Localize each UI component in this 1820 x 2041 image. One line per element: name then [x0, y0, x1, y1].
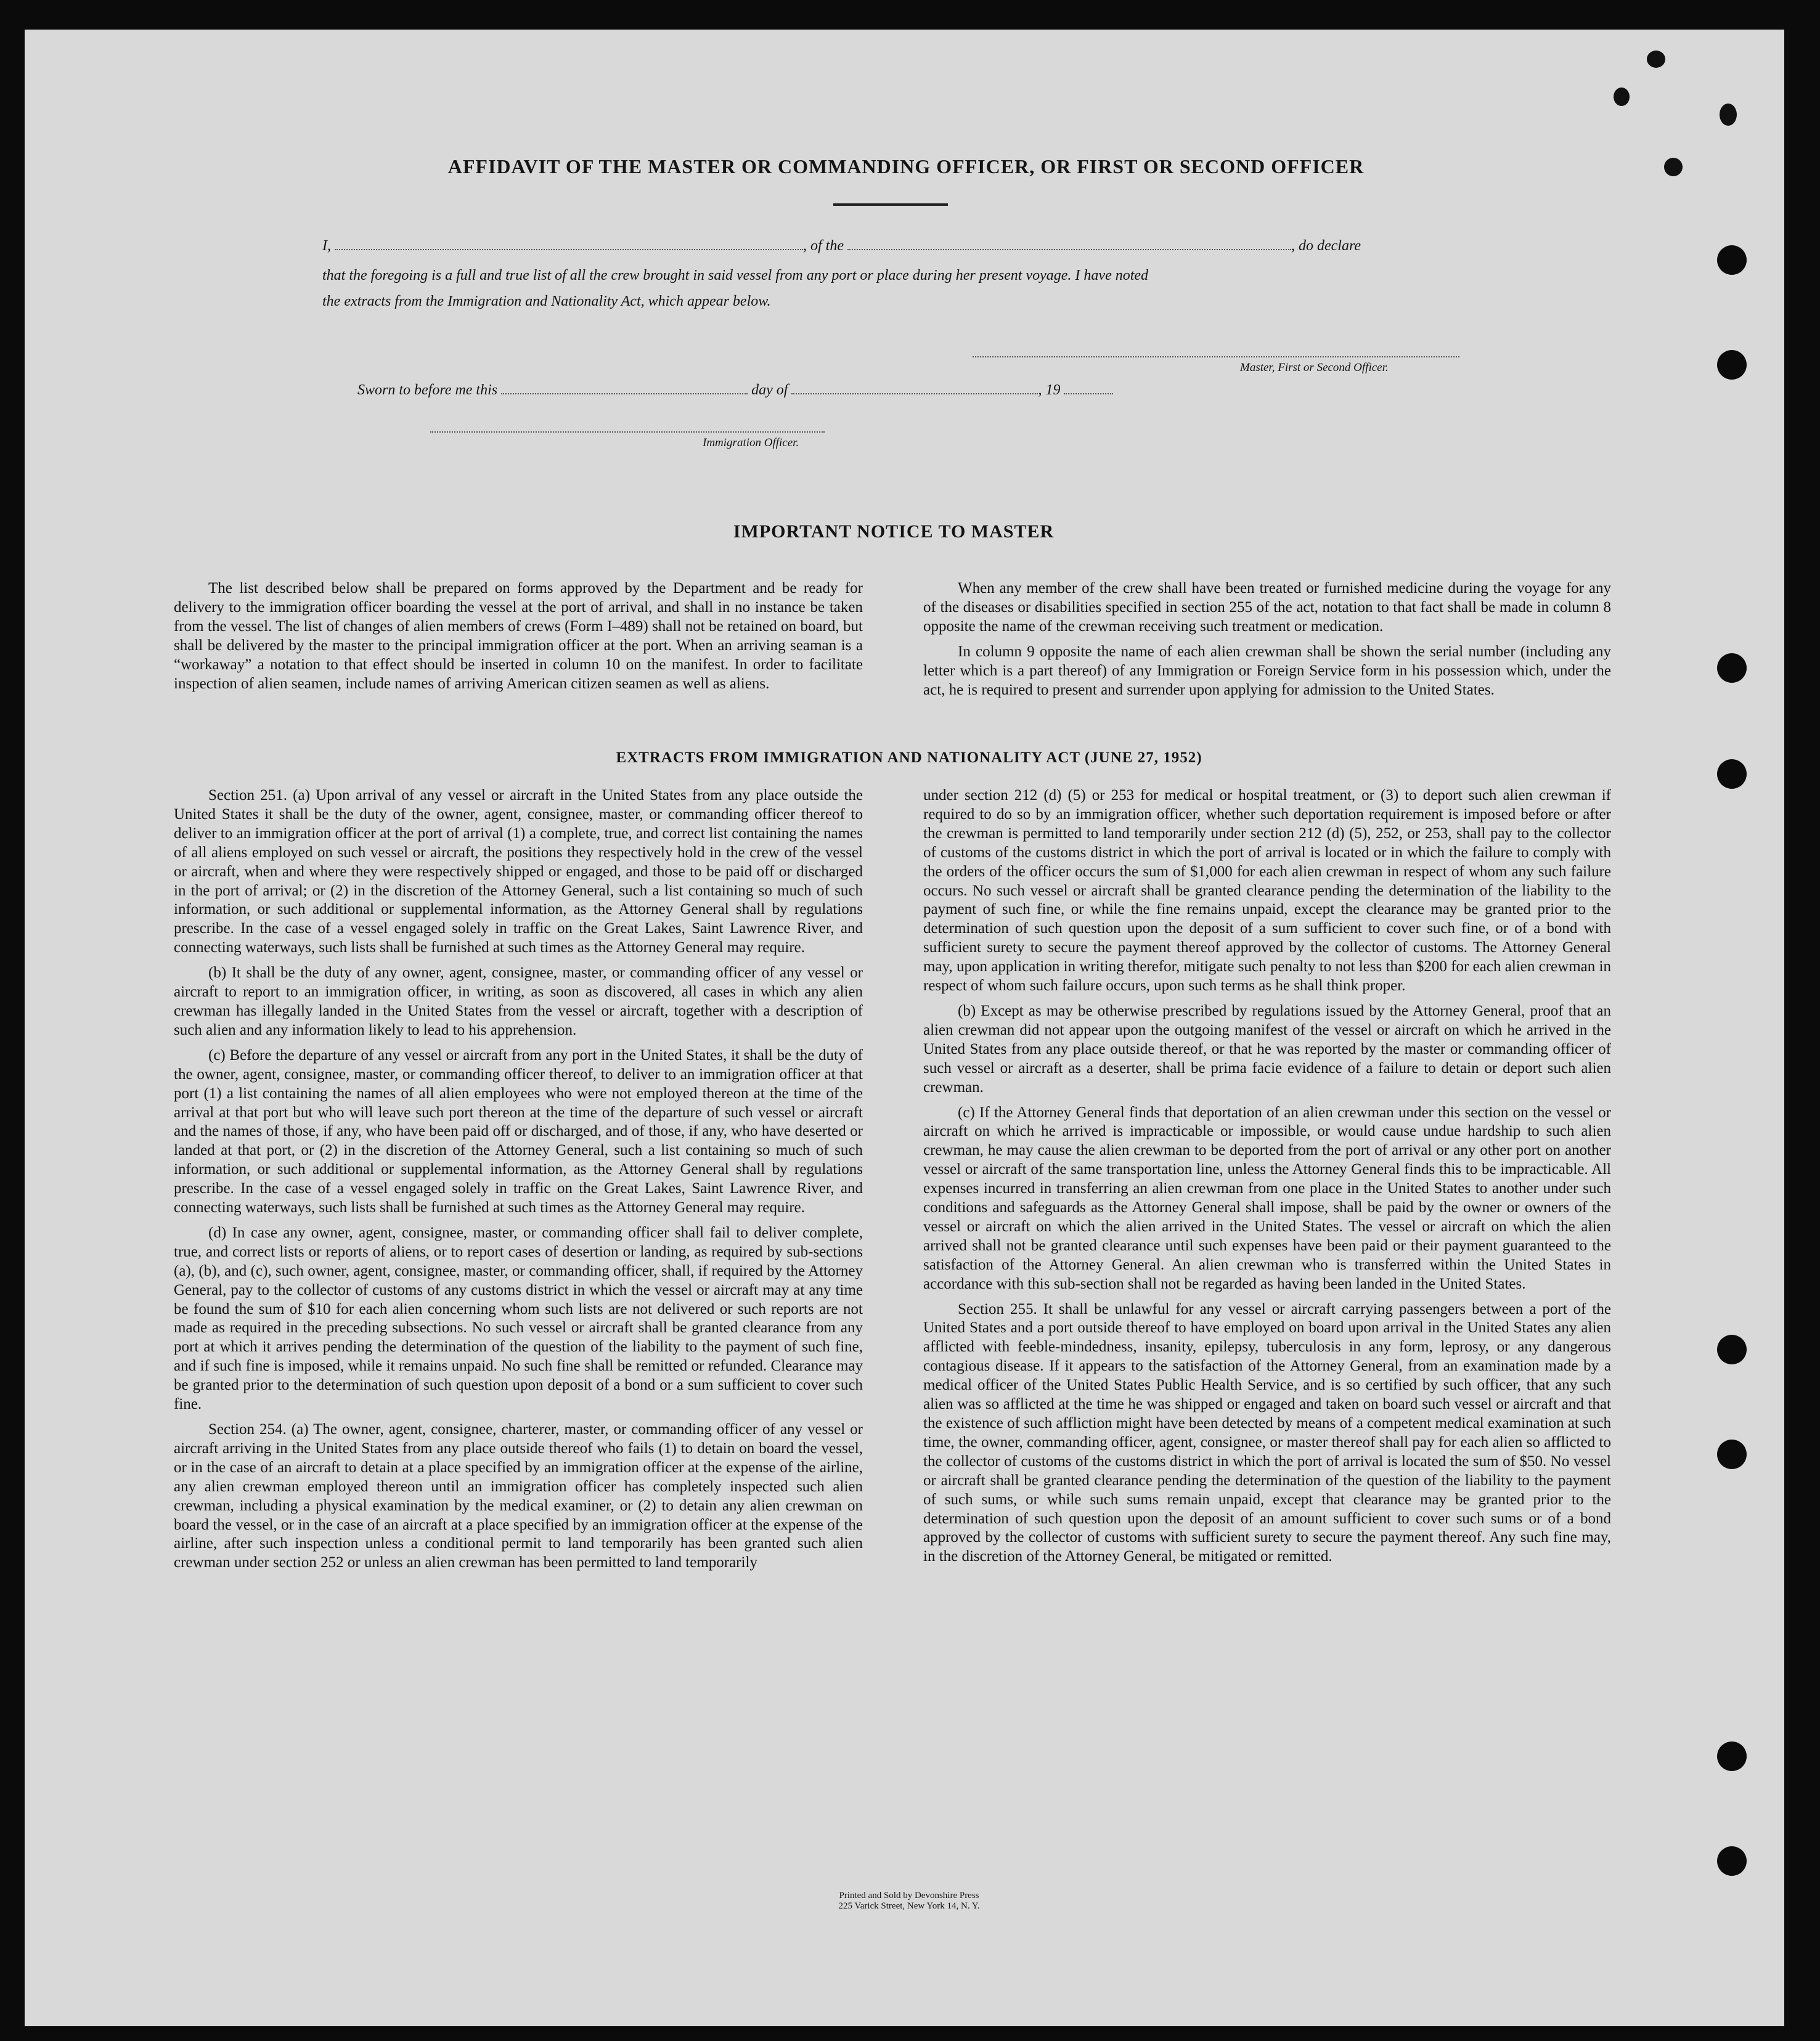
notice-right-column [923, 579, 1611, 706]
extracts-title: EXTRACTS FROM IMMIGRATION AND NATIONALITY ACT (JUNE 27, 1952) [616, 749, 1202, 766]
master-signature-caption: Master, First or Second Officer. [1240, 361, 1389, 374]
extracts-left-column [174, 786, 863, 1579]
sworn-day-field[interactable] [501, 381, 748, 394]
declaration-line [322, 237, 1463, 255]
i-label: I, [322, 238, 331, 254]
vessel-field[interactable] [847, 237, 1291, 250]
declaration-text-1: that the foregoing is a full and true list of all the crew brought in said vessel from any port or place during her present voyage. I have noted [322, 267, 1149, 283]
section-251-d: (d) In case any owner, agent, consignee, master, or commanding officer shall fail to deliver complete, true, and correct lists or reports of aliens, or to report cases of desertion or landing, as required by sub-sections (a), (b), and (c), such owner, agent, consignee, master, or commanding officer, shall, if required by the Attorney General, pay to the collector of customs of any customs district in which the vessel or aircraft may at any time be found the sum of $10 for each alien concerning whom such lists are not delivered or such reports are not made as required in the preceding subsections. No such vessel or aircraft shall be granted clearance from any port at which it arrives pending the determination of the question of the liability to the payment of such fine, and if such fine is imposed, while it remains unpaid. No such fine shall be remitted or refunded. Clearance may be granted prior to the determination of such question upon deposit of a bond or a sum sufficient to cover such fine. [174, 1224, 863, 1413]
sworn-label: Sworn to before me this [357, 382, 498, 398]
section-251-b: (b) It shall be the duty of any owner, agent, consignee, master, or commanding officer of any vessel or aircraft to report to an immigration officer, in writing, as soon as discovered, all cases in which any alien crewman has illegally landed in the United States from the vessel or aircraft, together with a description of such alien and any information likely to lead to his apprehension. [174, 964, 863, 1038]
name-field[interactable] [335, 237, 803, 250]
declaration-text-2: the extracts from the Immigration and Nationality Act, which appear below. [322, 293, 771, 309]
punch-hole [1717, 1846, 1747, 1876]
notice-right-paragraph-1: When any member of the crew shall have been treated or furnished medicine during the voyage for any of the diseases or disabilities specified in section 255 of the act, notation to that fact shall be made in column 8 opposite the name of the crewman receiving such treatment or medication. [923, 580, 1611, 635]
ink-speck [1647, 51, 1665, 68]
affidavit-title: AFFIDAVIT OF THE MASTER OR COMMANDING OFFICER, OR FIRST OR SECOND OFFICER [447, 155, 1365, 177]
notice-left-paragraph: The list described below shall be prepared on forms approved by the Department and be ready for delivery to the immigration officer boarding the vessel at the port of arrival, and shall in no instance be taken from the vessel. The list of changes of alien members of crews (Form I–489) shall not be retained on board, but shall be delivered by the master to the principal immigration officer at the port. When an arriving seaman is a “workaway” a notation to that effect should be inserted in column 10 on the manifest. In order to facilitate inspection of alien seamen, include names of arriving American citizen seamen as well as aliens. [174, 580, 863, 692]
master-signature-line[interactable] [973, 356, 1459, 357]
notice-left-column [174, 579, 863, 699]
officer-signature-line[interactable] [430, 431, 825, 433]
title-divider [833, 203, 948, 206]
printer-imprint [678, 1891, 1140, 1912]
ink-speck [1720, 104, 1737, 126]
year-label: , 19 [1038, 382, 1061, 398]
notice-title: IMPORTANT NOTICE TO MASTER [733, 521, 1055, 542]
section-254-a: Section 254. (a) The owner, agent, consignee, charterer, master, or commanding officer of any vessel or aircraft arriving in the United States from any place outside thereof who fails (1) to detain on board the vessel, or in the case of an aircraft to detain at a place specified by an immigration officer at the expense of the airline, any alien crewman employed thereon until an immigration officer has completely inspected such alien crewman, including a physical examination by the medical examiner, or (2) to detain any alien crewman on board the vessel, or in the case of an aircraft at a place specified by an immigration officer at the expense of the airline, after such inspection unless a conditional permit to land temporarily has been granted such alien crewman under section 252 or unless an alien crewman has been permitted to land temporarily [174, 1421, 863, 1571]
sworn-month-field[interactable] [791, 381, 1038, 394]
section-254-b: (b) Except as may be otherwise prescribed by regulations issued by the Attorney General, proof that an alien crewman did not appear upon the outgoing manifest of the vessel or aircraft on which he arrived in the United States from any place outside thereof, or that he was reported by the master or commanding officer of such vessel or aircraft as a deserter, shall be prima facie evidence of a failure to detain or deport such alien crewman. [923, 1002, 1611, 1096]
officer-caption: Immigration Officer. [703, 436, 799, 449]
section-251-a: Section 251. (a) Upon arrival of any vessel or aircraft in the United States from any place outside the United States it shall be the duty of the owner, agent, consignee, master, or commanding officer thereof to deliver to an immigration officer at the port of arrival (1) a complete, true, and correct list containing the names of all aliens employed on such vessel or aircraft, the positions they respectively hold in the crew of the vessel or aircraft, when and where they were respectively shipped or engaged, and those to be paid off or discharged in the port of arrival; or (2) in the discretion of the Attorney General, such a list containing so much of such information, or such additional or supplemental information, as the Attorney General shall by regulations prescribe. In the case of a vessel engaged solely in traffic on the Great Lakes, Saint Lawrence River, and connecting waterways, such lists shall be furnished at such times as the Attorney General may require. [174, 787, 863, 956]
day-of-label: day of [751, 382, 788, 398]
punch-hole [1717, 1335, 1747, 1364]
ink-speck [1664, 158, 1683, 176]
punch-hole [1717, 1742, 1747, 1771]
imprint-line-2: 225 Varick Street, New York 14, N. Y. [838, 1901, 980, 1911]
ink-speck [1614, 88, 1630, 106]
sworn-line [357, 381, 1498, 399]
sworn-year-field[interactable] [1064, 381, 1113, 394]
section-251-c: (c) Before the departure of any vessel or aircraft from any port in the United States, it shall be the duty of the owner, agent, consignee, master, or commanding officer thereof, to deliver to an immigration officer at that port (1) a list containing the names of all alien employees who were not employed thereon at the time of the arrival at that port but who will leave such port thereon at the time of the departure of such vessel or aircraft and the names of those, if any, who have been paid off or discharged, and of those, if any, who have deserted or landed at that port, or (2) in the discretion of the Attorney General, such a list containing so much of such information, or such additional or supplemental information, as the Attorney General shall by regulations prescribe. In the case of a vessel engaged solely in traffic on the Great Lakes, Saint Lawrence River, and connecting waterways, such lists shall be furnished at such times as the Attorney General may require. [174, 1046, 863, 1216]
punch-hole [1717, 350, 1747, 380]
imprint-line-1: Printed and Sold by Devonshire Press [839, 1891, 979, 1900]
section-255: Section 255. It shall be unlawful for any vessel or aircraft carrying passengers between a port of the United States and a port outside thereof to have employed on board upon arrival in the United States any alien afflicted with feeble-mindedness, insanity, epilepsy, tuberculosis in any form, leprosy, or any dangerous contagious disease. If it appears to the satisfaction of the Attorney General, from an examination made by a medical officer of the United States Public Health Service, and is so certified by such officer, that any such alien was so afflicted at the time he was shipped or engaged and taken on board such vessel or aircraft and that the existence of such affliction might have been detected by means of a competent medical examination at such time, the owner, commanding officer, agent, consignee, or master thereof shall pay for each alien so afflicted to the collector of customs of the customs district in which the port of arrival is located the sum of $50. No vessel or aircraft shall be granted clearance pending the determination of the question of the liability to the payment of such sums, or while such sums remain unpaid, except that clearance may be granted prior to the determination of such question upon the deposit of an amount sufficient to cover such sums or of a bond approved by the collector of customs with sufficient surety to secure the payment thereof. Any such fine may, in the discretion of the Attorney General, be mitigated or remitted. [923, 1300, 1611, 1565]
section-254-c: (c) If the Attorney General finds that deportation of an alien crewman under this section on the vessel or aircraft on which he arrived is impracticable or impossible, or would cause undue hardship to such alien crewman, he may cause the alien crewman to be deported from the port of arrival or any other port on another vessel or aircraft of the same transportation line, unless the Attorney General finds this to be impracticable. All expenses incurred in transferring an alien crewman from one place in the United States to another under such conditions and safeguards as the Attorney General shall impose, shall be paid by the owner or owners of the vessel or aircraft on which the alien arrived in the United States. The vessel or aircraft on which the alien arrived shall not be granted clearance until such expenses have been paid or their payment guaranteed to the satisfaction of the Attorney General. An alien crewman who is transferred within the United States in accordance with this sub-section shall not be regarded as having been landed in the United States. [923, 1104, 1611, 1292]
of-the-label: , of the [803, 238, 844, 254]
section-254-a-continued: under section 212 (d) (5) or 253 for medical or hospital treatment, or (3) to deport such alien crewman if required to do so by an immigration officer, whether such deportation requirement is imposed before or after the crewman is permitted to land temporarily under section 212 (d) (5), 252, or 253, shall pay to the collector of customs of the customs district in which the port of arrival is located or in which the failure to comply with the orders of the officer occurs the sum of $1,000 for each alien crewman in respect of whom any such failure occurs. No such vessel or aircraft shall be granted clearance pending the determination of the liability to the payment of such fine, or while the fine remains unpaid, except the clearance may be granted prior to the determination of such question upon the deposit of a sum sufficient to cover such fine, or of a bond with sufficient surety to secure the payment thereof approved by the collector of customs. The Attorney General may, upon application in writing therefor, mitigate such penalty to not less than $200 for each alien crewman in respect of whom such failure occurs, upon such terms as he shall think proper. [923, 787, 1611, 995]
punch-hole [1717, 759, 1747, 789]
punch-hole [1717, 245, 1747, 275]
punch-hole [1717, 653, 1747, 683]
extracts-right-column [923, 786, 1611, 1573]
notice-right-paragraph-2: In column 9 opposite the name of each alien crewman shall be shown the serial number (including any letter which is a part thereof) of any Immigration or Foreign Service form in his possession which, under the act, he is required to present and surrender upon applying for admission to the United States. [923, 643, 1611, 698]
do-declare-label: , do declare [1291, 238, 1361, 254]
punch-hole [1717, 1440, 1747, 1469]
